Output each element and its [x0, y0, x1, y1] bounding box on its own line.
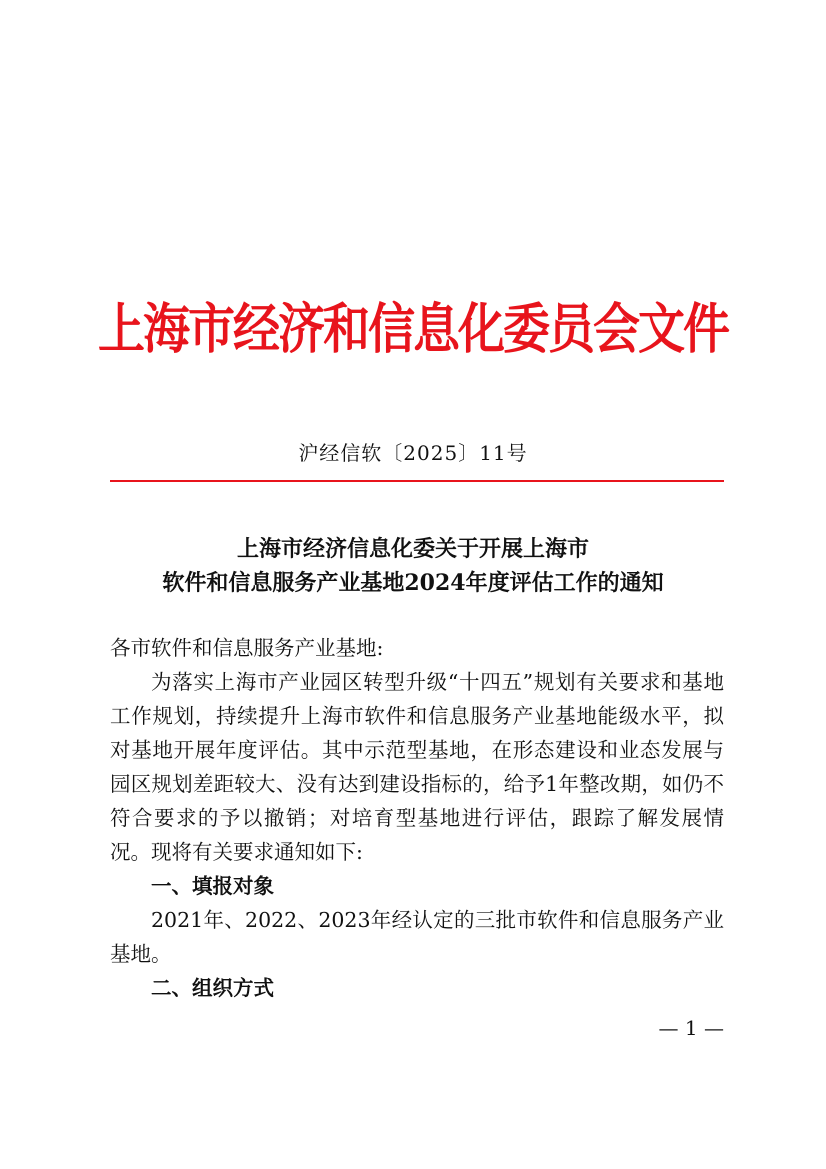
document-title	[0, 532, 826, 600]
section-heading: 一、填报对象	[151, 874, 274, 898]
red-divider	[110, 480, 724, 482]
section-heading: 二、组织方式	[151, 976, 274, 1000]
title-line-2: 软件和信息服务产业基地2024年度评估工作的通知	[162, 570, 664, 596]
salutation: 各市软件和信息服务产业基地:	[110, 636, 384, 660]
page-number: — 1 —	[658, 1016, 724, 1040]
document-number: 沪经信软〔2025〕11号	[298, 441, 528, 465]
paragraph: 2021年、2022、2023年经认定的三批市软件和信息服务产业基地。	[110, 908, 724, 966]
paragraph: 为落实上海市产业园区转型升级“十四五”规划有关要求和基地工作规划，持续提升上海市软件和信息服务产业基地能级水平，拟对基地开展年度评估。其中示范型基地，在形态建设和业态发展与园区规划差距较大、没有达到建设指标的，给予1年整改期，如仍不符合要求的予以撤销；对培育型基地进行评估，跟踪了解发展情况。现将有关要求通知如下:	[110, 670, 724, 864]
title-line-1: 上海市经济信息化委关于开展上海市	[236, 536, 589, 562]
document-masthead: 上海市经济和信息化委员会文件	[98, 297, 728, 362]
document-body	[110, 631, 724, 1005]
